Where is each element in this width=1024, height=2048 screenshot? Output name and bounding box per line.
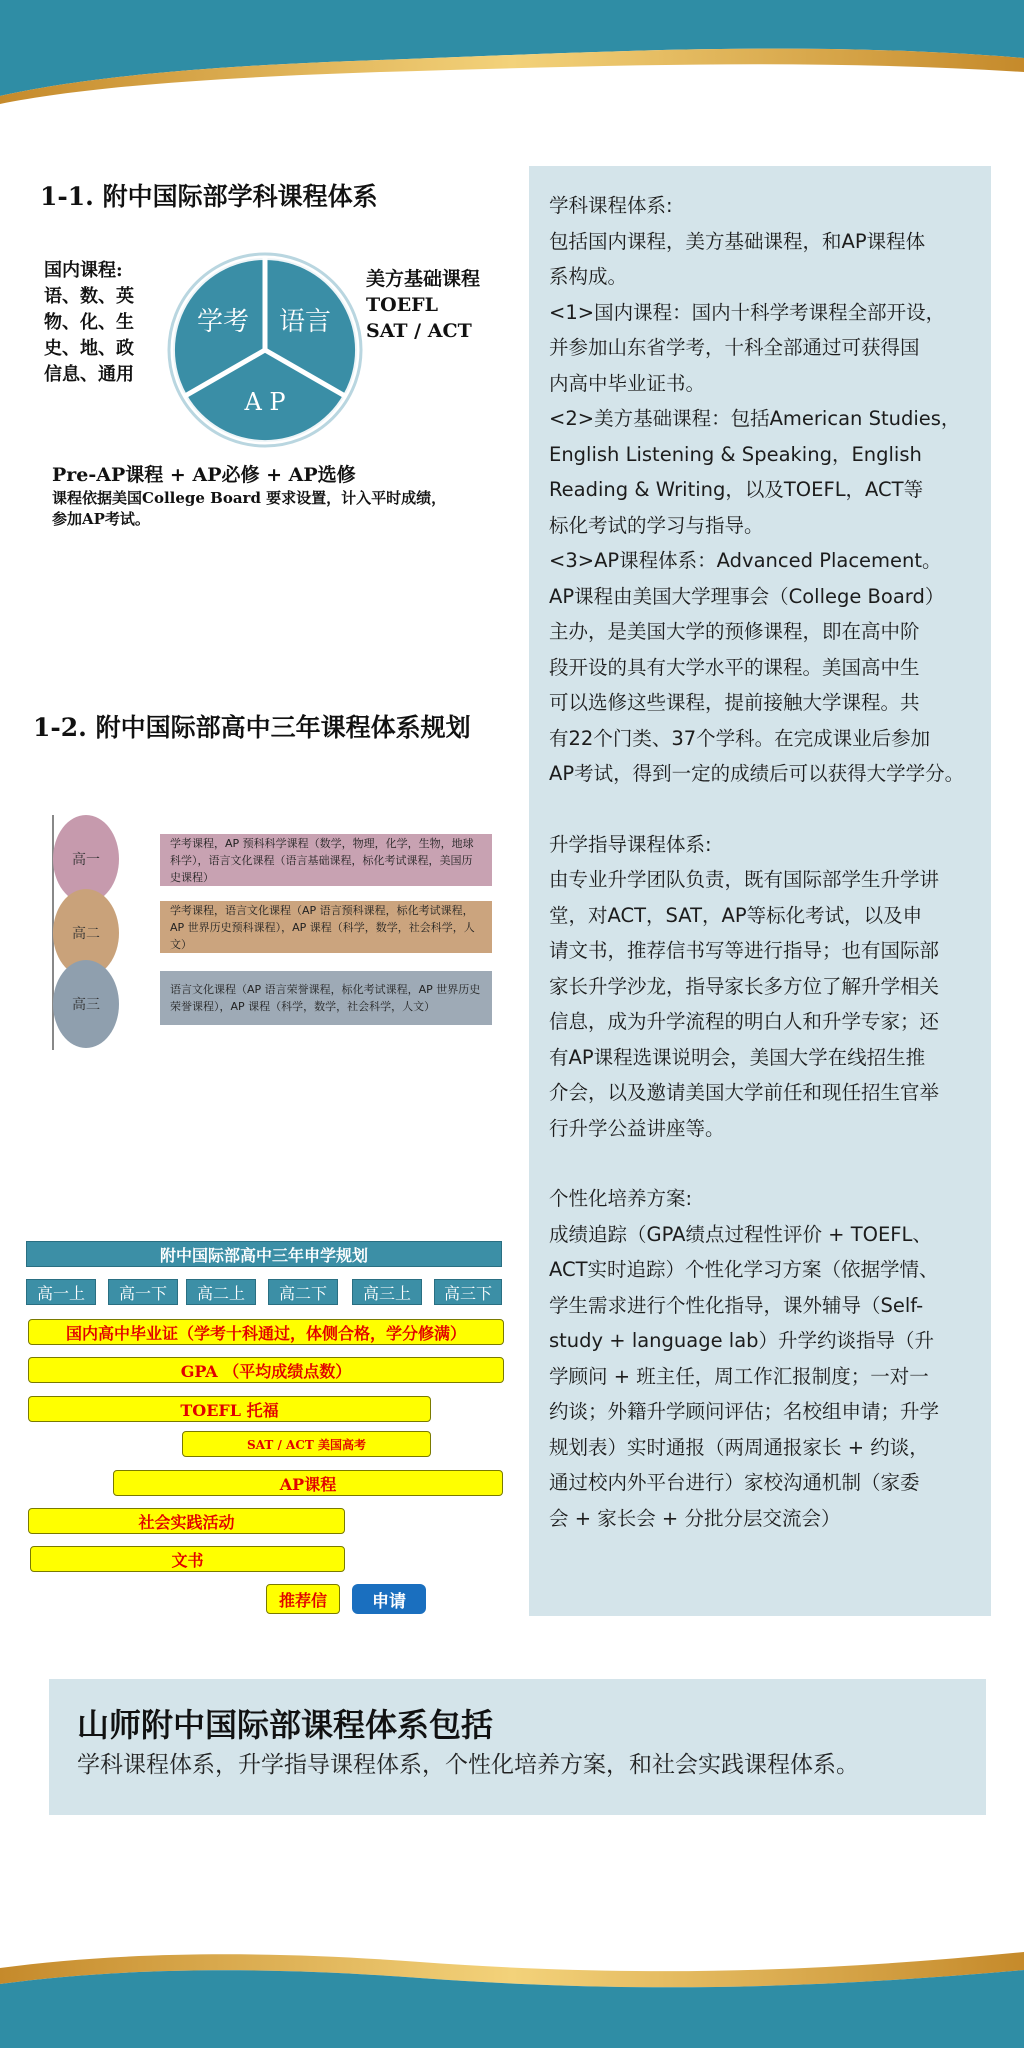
semester-label: 高一下 [108,1279,178,1305]
semester-label: 高二上 [186,1279,256,1305]
year-circle-1: 高一 [53,815,119,903]
top-wave-decoration [0,0,1024,110]
admission-guidance-block: 升学指导课程体系: 由专业升学团队负责，既有国际部学生升学讲 堂，对ACT，SAT，AP等标化考试，以及申 请文书，推荐信书写等进行指导；也有国际部 家长升学沙龙，指导家长多方位了解升学相关 信息，成为升学流程的明白人和升学专家；还 有AP课程选课说明会，美国大学在线招生推 介会，以及邀请美国大学前任和现任招生官举 行升学公益讲座等。 [549,832,940,1140]
plan-bar-social-practice: 社会实践活动 [28,1508,345,1534]
year-circle-3: 高三 [53,960,119,1048]
year-circle-2: 高二 [53,889,119,977]
plan-bar-essay: 文书 [30,1546,345,1572]
plan-bar-toefl: TOEFL 托福 [28,1396,431,1422]
semester-label: 高二下 [268,1279,338,1305]
semester-label: 高三下 [434,1279,502,1305]
ap-caption: Pre-AP课程 + AP必修 + AP选修 课程依据美国College Board 要求设置，计入平时成绩， 参加AP考试。 [52,464,447,528]
section1-title: 1-1. 附中国际部学科课程体系 [40,182,378,211]
domestic-courses-label: 国内课程: 语、数、英 物、化、生 史、地、政 信息、通用 [44,260,134,385]
wheel-label-lang: 语言 [278,307,332,337]
subject-course-block: 学科课程体系: 包括国内课程，美方基础课程，和AP课程体 系构成。 <1>国内课程：国内十科学考课程全部开设， 并参加山东省学考，十科全部通过可获得国 内高中毕业证书。 <2>美方基础课程：包括American Studies， English Listening & Speaking，English Reading & Writing，以及TOEFL，ACT等 标化考试的学习与指导。 <3>AP课程体系：Advanced Placement。 AP课程由美国大学理事会（College Board） 主办，是美国大学的预修课程，即在高中阶 段开设的具有大学水平的课程。美国高中生 可以选修这些课程，提前接触大学课程。共 有22个门类、37个学科。在完成课业后参加 AP考试，得到一定的成绩后可以获得大学学分。 [549,194,965,785]
year-box-3: 语言文化课程（AP 语言荣誉课程，标化考试课程，AP 世界历史荣誉课程），AP 课程（科学，数学，社会科学，人文） [160,971,492,1025]
semester-label: 高一上 [26,1279,96,1305]
plan-bar-ap: AP课程 [113,1470,503,1496]
personalized-plan-block: 个性化培养方案: 成绩追踪（GPA绩点过程性评价 + TOEFL、 ACT实时追踪）个性化学习方案（依据学情、 学生需求进行个性化指导，课外辅导（Self- study + language lab）升学约谈指导（升 学顾问 + 班主任，周工作汇报制度；一对一 约谈；外籍升学顾问评估；名校组申请；升学 规划表）实时通报（两周通报家长 + 约谈， 通过校内外平台进行）家校沟通机制（家委 会 + 家长会 + 分批分层交流会） [549,1187,940,1530]
summary-box [49,1679,986,1815]
us-courses-label: 美方基础课程 TOEFL SAT / ACT [366,268,481,342]
wheel-label-ap: A P [244,388,286,416]
plan-bar-gpa: GPA （平均成绩点数） [28,1357,504,1383]
course-description-panel [529,166,991,1616]
bottom-wave-decoration [0,1948,1024,2048]
semester-label: 高三上 [352,1279,422,1305]
year-box-2: 学考课程，语言文化课程（AP 语言预科课程，标化考试课程，AP 世界历史预科课程），AP 课程（科学，数学，社会科学，人文） [160,901,492,953]
summary-body: 学科课程体系，升学指导课程体系，个性化培养方案，和社会实践课程体系。 [77,1752,859,1778]
course-wheel-diagram [165,250,365,450]
plan-bar-recommendation: 推荐信 [266,1584,340,1614]
apply-button: 申请 [352,1584,426,1614]
wheel-label-exam: 学考 [196,307,250,337]
section2-title: 1-2. 附中国际部高中三年课程体系规划 [33,713,471,742]
plan-bar-sat-act: SAT / ACT 美国高考 [182,1431,431,1457]
year-box-1: 学考课程，AP 预科科学课程（数学，物理，化学，生物，地球科学），语言文化课程（语言基础课程，标化考试课程，美国历史课程） [160,834,492,886]
plan-title: 附中国际部高中三年申学规划 [26,1241,502,1267]
plan-bar-diploma: 国内高中毕业证（学考十科通过，体侧合格，学分修满） [28,1319,504,1345]
summary-title: 山师附中国际部课程体系包括 [77,1706,494,1744]
